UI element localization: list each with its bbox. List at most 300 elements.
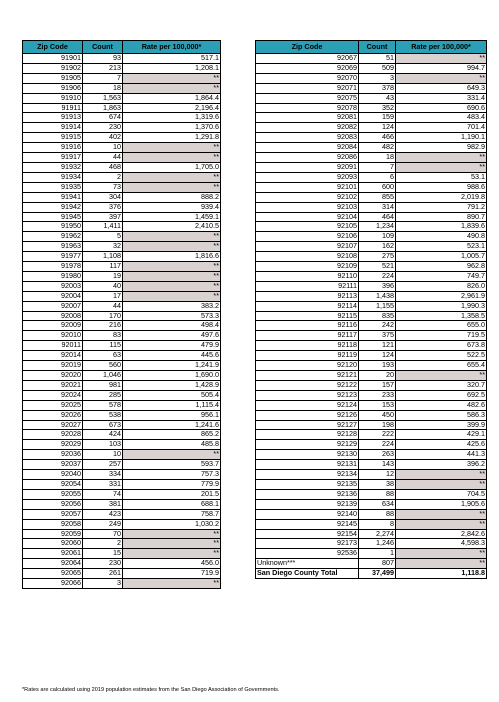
zip-code-cell: 92029 [23, 440, 83, 450]
zip-code-cell: 92055 [23, 489, 83, 499]
table-row [23, 341, 221, 351]
zip-code-cell: 92036 [23, 450, 83, 460]
table-row [23, 509, 221, 519]
rate-cell: 1,459.1 [123, 212, 221, 222]
rate-cell: 962.8 [396, 262, 487, 272]
table-row [256, 351, 487, 361]
count-cell: 1,155 [359, 301, 396, 311]
left-zip-table [22, 40, 221, 589]
count-cell: 124 [359, 351, 396, 361]
zip-code-cell: 92011 [23, 341, 83, 351]
zip-code-cell: 91917 [23, 153, 83, 163]
zip-code-cell: 92173 [256, 539, 359, 549]
zip-code-cell: 92020 [23, 371, 83, 381]
count-cell: 7 [83, 73, 123, 83]
rate-cell: 573.3 [123, 311, 221, 321]
table-row [23, 410, 221, 420]
table-row [256, 153, 487, 163]
table-row [23, 371, 221, 381]
count-cell: 18 [83, 83, 123, 93]
rate-cell: 490.8 [396, 232, 487, 242]
rate-cell: 690.6 [396, 103, 487, 113]
count-cell: 538 [83, 410, 123, 420]
rate-cell: 593.7 [123, 460, 221, 470]
zip-code-cell: 92115 [256, 311, 359, 321]
zip-code-cell: 91934 [23, 172, 83, 182]
zip-code-cell: 92139 [256, 499, 359, 509]
zip-code-cell: 91935 [23, 182, 83, 192]
zip-code-cell: 92127 [256, 420, 359, 430]
count-cell: 224 [359, 271, 396, 281]
zip-code-cell: 92117 [256, 331, 359, 341]
table-row [23, 321, 221, 331]
table-row [256, 371, 487, 381]
rate-cell: 673.8 [396, 341, 487, 351]
table-row [256, 380, 487, 390]
zip-code-cell: 91941 [23, 192, 83, 202]
table-row [256, 390, 487, 400]
table-row [23, 153, 221, 163]
zip-code-cell: 92105 [256, 222, 359, 232]
rate-cell: 523.1 [396, 242, 487, 252]
table-row [23, 420, 221, 430]
table-row [23, 113, 221, 123]
table-row [256, 410, 487, 420]
count-cell: 6 [359, 172, 396, 182]
table-row [23, 519, 221, 529]
table-row [256, 450, 487, 460]
zip-code-cell: 92078 [256, 103, 359, 113]
count-cell: 396 [359, 281, 396, 291]
count-cell: 482 [359, 143, 396, 153]
zip-code-cell: 92060 [23, 539, 83, 549]
zip-code-cell: 92054 [23, 479, 83, 489]
count-cell: 464 [359, 212, 396, 222]
count-cell: 230 [83, 559, 123, 569]
table-row [256, 103, 487, 113]
rate-cell: ** [396, 549, 487, 559]
zip-code-cell: 92061 [23, 549, 83, 559]
zip-code-cell: 92064 [23, 559, 83, 569]
zip-code-cell: 92086 [256, 153, 359, 163]
zip-code-cell: 92024 [23, 390, 83, 400]
table-row [23, 133, 221, 143]
unknown-row [256, 559, 487, 569]
rate-cell: 655.4 [396, 361, 487, 371]
count-cell: 285 [83, 390, 123, 400]
table-row [23, 83, 221, 93]
zip-code-cell: 92108 [256, 252, 359, 262]
rate-cell: 1,816.6 [123, 252, 221, 262]
count-cell: 275 [359, 252, 396, 262]
zip-code-cell: 92103 [256, 202, 359, 212]
count-cell: 213 [83, 63, 123, 73]
zip-code-cell: 92059 [23, 529, 83, 539]
table-row [256, 271, 487, 281]
rate-cell: ** [123, 232, 221, 242]
count-cell: 143 [359, 460, 396, 470]
rate-cell: 1,005.7 [396, 252, 487, 262]
rate-cell: ** [123, 539, 221, 549]
table-row [23, 499, 221, 509]
rate-cell: ** [123, 73, 221, 83]
rate-cell: 1,839.6 [396, 222, 487, 232]
rate-cell: 1,358.5 [396, 311, 487, 321]
table-row [23, 489, 221, 499]
rate-cell: ** [123, 281, 221, 291]
zip-code-cell: 92136 [256, 489, 359, 499]
header-count: Count [83, 41, 123, 54]
rate-cell: 425.6 [396, 440, 487, 450]
header-zip-code: Zip Code [23, 41, 83, 54]
count-cell: 159 [359, 113, 396, 123]
table-row [23, 192, 221, 202]
count-cell: 855 [359, 192, 396, 202]
count-cell: 10 [83, 143, 123, 153]
rate-cell: ** [123, 579, 221, 589]
count-cell: 509 [359, 63, 396, 73]
rate-cell: 53.1 [396, 172, 487, 182]
count-cell: 375 [359, 331, 396, 341]
count-cell: 43 [359, 93, 396, 103]
count-cell: 560 [83, 361, 123, 371]
count-cell: 835 [359, 311, 396, 321]
table-row [256, 143, 487, 153]
count-cell: 981 [83, 380, 123, 390]
count-cell: 331 [83, 479, 123, 489]
count-cell: 193 [359, 361, 396, 371]
count-cell: 314 [359, 202, 396, 212]
table-row [256, 311, 487, 321]
rate-cell: 201.5 [123, 489, 221, 499]
rate-cell: ** [123, 529, 221, 539]
rate-cell: 1,241.6 [123, 420, 221, 430]
table-row [256, 519, 487, 529]
table-row [23, 73, 221, 83]
count-cell: 162 [359, 242, 396, 252]
footnote: *Rates are calculated using 2019 population estimates from the San Diego Association of Governments. [22, 687, 280, 693]
zip-code-cell: 92081 [256, 113, 359, 123]
zip-code-cell: 92007 [23, 301, 83, 311]
count-cell: 8 [359, 519, 396, 529]
table-row [23, 450, 221, 460]
rate-cell: 1,190.1 [396, 133, 487, 143]
rate-cell: 396.2 [396, 460, 487, 470]
count-cell: 352 [359, 103, 396, 113]
table-row [256, 232, 487, 242]
zip-code-cell: 91902 [23, 63, 83, 73]
count-cell: 124 [359, 123, 396, 133]
rate-cell: 1,030.2 [123, 519, 221, 529]
table-row [256, 281, 487, 291]
zip-code-cell: 92070 [256, 73, 359, 83]
table-row [256, 479, 487, 489]
count-cell: 261 [83, 569, 123, 579]
count-cell: 157 [359, 380, 396, 390]
count-cell: 1,108 [83, 252, 123, 262]
table-row [256, 440, 487, 450]
rate-cell: 779.9 [123, 479, 221, 489]
table-row [256, 341, 487, 351]
table-row [23, 301, 221, 311]
rate-cell: 429.1 [396, 430, 487, 440]
count-cell: 216 [83, 321, 123, 331]
zip-code-cell: 92135 [256, 479, 359, 489]
count-cell: 1,563 [83, 93, 123, 103]
table-row [23, 579, 221, 589]
rate-cell: 956.1 [123, 410, 221, 420]
rate-cell: ** [123, 262, 221, 272]
zip-code-cell: 92126 [256, 410, 359, 420]
count-cell: 249 [83, 519, 123, 529]
zip-code-cell: 92129 [256, 440, 359, 450]
zip-code-cell: 92019 [23, 361, 83, 371]
count-cell: 2,274 [359, 529, 396, 539]
count-cell: 103 [83, 440, 123, 450]
count-cell: 19 [83, 271, 123, 281]
rate-cell: 704.5 [396, 489, 487, 499]
rate-cell: 383.2 [123, 301, 221, 311]
header-rate: Rate per 100,000* [123, 41, 221, 54]
table-row [256, 291, 487, 301]
zip-code-cell: 91915 [23, 133, 83, 143]
table-row [23, 331, 221, 341]
zip-code-cell: 91911 [23, 103, 83, 113]
count-cell: 807 [359, 559, 396, 569]
count-cell: 38 [359, 479, 396, 489]
count-cell: 1,411 [83, 222, 123, 232]
count-cell: 402 [83, 133, 123, 143]
rate-cell: 522.5 [396, 351, 487, 361]
count-cell: 70 [83, 529, 123, 539]
zip-code-cell: 92066 [23, 579, 83, 589]
zip-code-cell: 91905 [23, 73, 83, 83]
zip-code-cell: 92004 [23, 291, 83, 301]
count-cell: 304 [83, 192, 123, 202]
table-row [256, 73, 487, 83]
rate-cell: 758.7 [123, 509, 221, 519]
table-row [256, 83, 487, 93]
count-cell: 224 [359, 440, 396, 450]
rate-cell: 982.9 [396, 143, 487, 153]
zip-code-cell: 92067 [256, 54, 359, 64]
rate-cell: 719.9 [123, 569, 221, 579]
zip-code-cell: 92010 [23, 331, 83, 341]
zip-code-cell: 92104 [256, 212, 359, 222]
rate-cell: 2,019.8 [396, 192, 487, 202]
zip-code-cell: 91977 [23, 252, 83, 262]
zip-code-cell: 92057 [23, 509, 83, 519]
count-cell: 230 [83, 123, 123, 133]
zip-code-cell: 92069 [256, 63, 359, 73]
count-cell: 634 [359, 499, 396, 509]
table-row [23, 271, 221, 281]
zip-code-cell: 92003 [23, 281, 83, 291]
count-cell: 2 [83, 539, 123, 549]
table-row [23, 172, 221, 182]
count-cell: 263 [359, 450, 396, 460]
table-row [256, 321, 487, 331]
count-cell: 32 [83, 242, 123, 252]
rate-cell: 1,428.9 [123, 380, 221, 390]
zip-code-cell: 92134 [256, 470, 359, 480]
rate-cell: ** [123, 172, 221, 182]
rate-cell: ** [396, 509, 487, 519]
zip-code-cell: 92014 [23, 351, 83, 361]
rate-cell: ** [396, 559, 487, 569]
rate-cell: 2,196.4 [123, 103, 221, 113]
zip-code-cell: 91901 [23, 54, 83, 64]
rate-cell: 757.3 [123, 470, 221, 480]
zip-code-cell: 92084 [256, 143, 359, 153]
rate-cell: 479.9 [123, 341, 221, 351]
rate-cell: ** [396, 470, 487, 480]
table-row [256, 361, 487, 371]
table-row [256, 262, 487, 272]
zip-code-cell: 92056 [23, 499, 83, 509]
table-row [23, 63, 221, 73]
zip-code-cell: 91978 [23, 262, 83, 272]
table-row [256, 539, 487, 549]
count-cell: 109 [359, 232, 396, 242]
zip-code-cell: 92122 [256, 380, 359, 390]
table-row [256, 212, 487, 222]
count-cell: 2 [83, 172, 123, 182]
zip-code-cell: 92075 [256, 93, 359, 103]
count-cell: 153 [359, 400, 396, 410]
rate-cell: 1,905.6 [396, 499, 487, 509]
table-row [256, 400, 487, 410]
zip-code-cell: 92120 [256, 361, 359, 371]
rate-cell: 865.2 [123, 430, 221, 440]
table-row [256, 123, 487, 133]
table-row [256, 430, 487, 440]
zip-code-cell: 92114 [256, 301, 359, 311]
table-row [23, 380, 221, 390]
zip-code-cell: 91963 [23, 242, 83, 252]
table-row [23, 390, 221, 400]
rate-cell: ** [123, 182, 221, 192]
count-cell: 1 [359, 549, 396, 559]
count-cell: 378 [359, 83, 396, 93]
zip-code-cell: 91962 [23, 232, 83, 242]
zip-code-cell: 92082 [256, 123, 359, 133]
table-row [256, 113, 487, 123]
count-cell: 44 [83, 153, 123, 163]
rate-cell: 1,690.0 [123, 371, 221, 381]
zip-code-cell: 92116 [256, 321, 359, 331]
rate-cell: 483.4 [396, 113, 487, 123]
count-cell: 63 [83, 351, 123, 361]
table-row [23, 311, 221, 321]
rate-cell: 586.3 [396, 410, 487, 420]
rate-cell: ** [396, 479, 487, 489]
zip-code-cell: 92111 [256, 281, 359, 291]
table-row [23, 440, 221, 450]
rate-cell: 1,118.8 [396, 569, 487, 579]
right-zip-table [255, 40, 487, 579]
count-cell: 5 [83, 232, 123, 242]
zip-code-cell: 92026 [23, 410, 83, 420]
table-row [256, 54, 487, 64]
count-cell: 40 [83, 281, 123, 291]
zip-code-cell: 92083 [256, 133, 359, 143]
zip-code-cell: 92121 [256, 371, 359, 381]
zip-code-cell: 92037 [23, 460, 83, 470]
table-row [256, 331, 487, 341]
rate-cell: 749.7 [396, 271, 487, 281]
header-rate: Rate per 100,000* [396, 41, 487, 54]
rate-cell: ** [123, 83, 221, 93]
count-cell: 1,234 [359, 222, 396, 232]
zip-code-cell: 91910 [23, 93, 83, 103]
rate-cell: 441.3 [396, 450, 487, 460]
table-row [23, 202, 221, 212]
count-cell: 3 [83, 579, 123, 589]
zip-code-cell: 92028 [23, 430, 83, 440]
table-row [256, 133, 487, 143]
rate-cell: 2,961.9 [396, 291, 487, 301]
zip-code-cell: 92065 [23, 569, 83, 579]
count-cell: 37,499 [359, 569, 396, 579]
table-row [23, 242, 221, 252]
table-row [23, 54, 221, 64]
zip-code-cell: 91906 [23, 83, 83, 93]
rate-cell: ** [123, 242, 221, 252]
rate-cell: 482.6 [396, 400, 487, 410]
count-cell: 10 [83, 450, 123, 460]
table-row [256, 301, 487, 311]
table-row [256, 470, 487, 480]
table-row [256, 499, 487, 509]
rate-cell: 688.1 [123, 499, 221, 509]
zip-code-cell: 91913 [23, 113, 83, 123]
count-cell: 117 [83, 262, 123, 272]
header-zip-code: Zip Code [256, 41, 359, 54]
count-cell: 15 [83, 549, 123, 559]
zip-code-cell: 92008 [23, 311, 83, 321]
rate-cell: 988.6 [396, 182, 487, 192]
rate-cell: 791.2 [396, 202, 487, 212]
rate-cell: 1,990.3 [396, 301, 487, 311]
rate-cell: 994.7 [396, 63, 487, 73]
zip-code-cell: 92113 [256, 291, 359, 301]
rate-cell: 649.3 [396, 83, 487, 93]
rate-cell: 826.0 [396, 281, 487, 291]
table-row [23, 559, 221, 569]
zip-code-cell: 92109 [256, 262, 359, 272]
zip-code-cell: 92118 [256, 341, 359, 351]
table-row [23, 262, 221, 272]
zip-code-cell: 92154 [256, 529, 359, 539]
rate-cell: 331.4 [396, 93, 487, 103]
zip-code-cell: 91932 [23, 162, 83, 172]
count-cell: 121 [359, 341, 396, 351]
zip-code-cell: 92101 [256, 182, 359, 192]
table-row [23, 103, 221, 113]
zip-code-cell: 91950 [23, 222, 83, 232]
rate-cell: ** [123, 271, 221, 281]
table-row [23, 212, 221, 222]
count-cell: 334 [83, 470, 123, 480]
table-row [256, 460, 487, 470]
count-cell: 674 [83, 113, 123, 123]
count-cell: 257 [83, 460, 123, 470]
count-cell: 170 [83, 311, 123, 321]
table-row [23, 430, 221, 440]
table-row [23, 182, 221, 192]
rate-cell: ** [123, 450, 221, 460]
